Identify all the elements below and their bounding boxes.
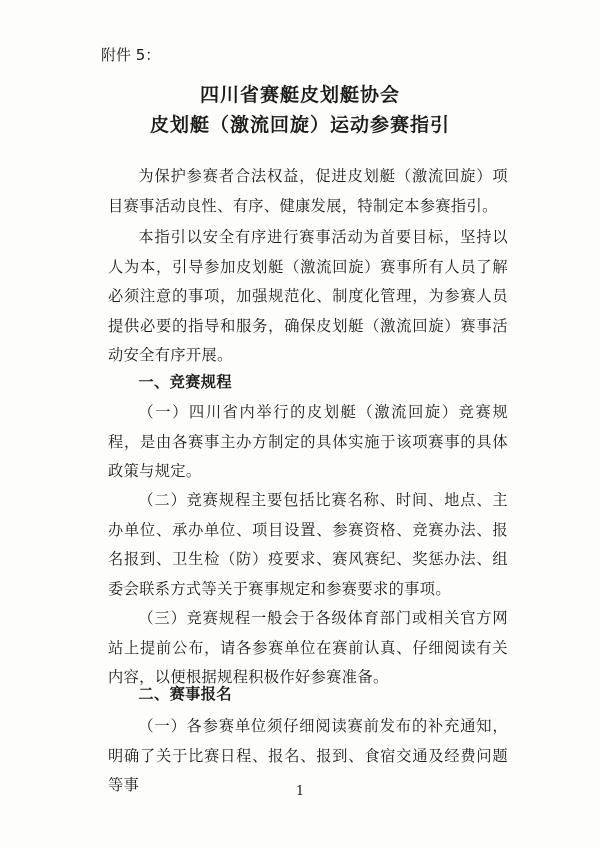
- attachment-label: 附件 5：: [101, 46, 161, 64]
- intro-paragraph-2: 本指引以安全有序进行赛事活动为首要目标，坚持以人为本，引导参加皮划艇（激流回旋）赛事所有人员了解必须注意的事项，加强规范化、制度化管理，为参赛人员提供必要的指导和服务，确保皮划艇（激流回旋）赛事活动安全有序开展。: [108, 228, 508, 364]
- rules-paragraph-2: （二）竞赛规程主要包括比赛名称、时间、地点、主办单位、承办单位、项目设置、参赛资格、竞赛办法、报名报到、卫生检（防）疫要求、赛风赛纪、奖惩办法、组委会联系方式等关于赛事规定和参赛要求的事项。: [108, 491, 508, 598]
- rules-paragraph-1: （一）四川省内举行的皮划艇（激流回旋）竞赛规程，是由各赛事主办方制定的具体实施于该项赛事的具体政策与规定。: [108, 403, 508, 480]
- document-title-organization: 四川省赛艇皮划艇协会: [199, 84, 400, 106]
- section-heading-rules: 一、竞赛规程: [138, 373, 232, 391]
- rules-paragraph-3: （三）竞赛规程一般会于各级体育部门或相关官方网站上提前公布，请各参赛单位在赛前认真、仔细阅读有关内容，以便根据规程积极作好参赛准备。: [108, 609, 508, 686]
- registration-paragraph-1: （一）各参赛单位须仔细阅读赛前发布的补充通知，明确了关于比赛日程、报名、报到、食宿交通及经费问题等事: [108, 717, 508, 794]
- intro-paragraph-1: 为保护参赛者合法权益，促进皮划艇（激流回旋）项目赛事活动良性、有序、健康发展，特制定本参赛指引。: [108, 167, 508, 215]
- page-number: 1: [295, 784, 305, 799]
- section-heading-registration: 二、赛事报名: [138, 685, 232, 703]
- document-title: 皮划艇（激流回旋）运动参赛指引: [149, 114, 450, 136]
